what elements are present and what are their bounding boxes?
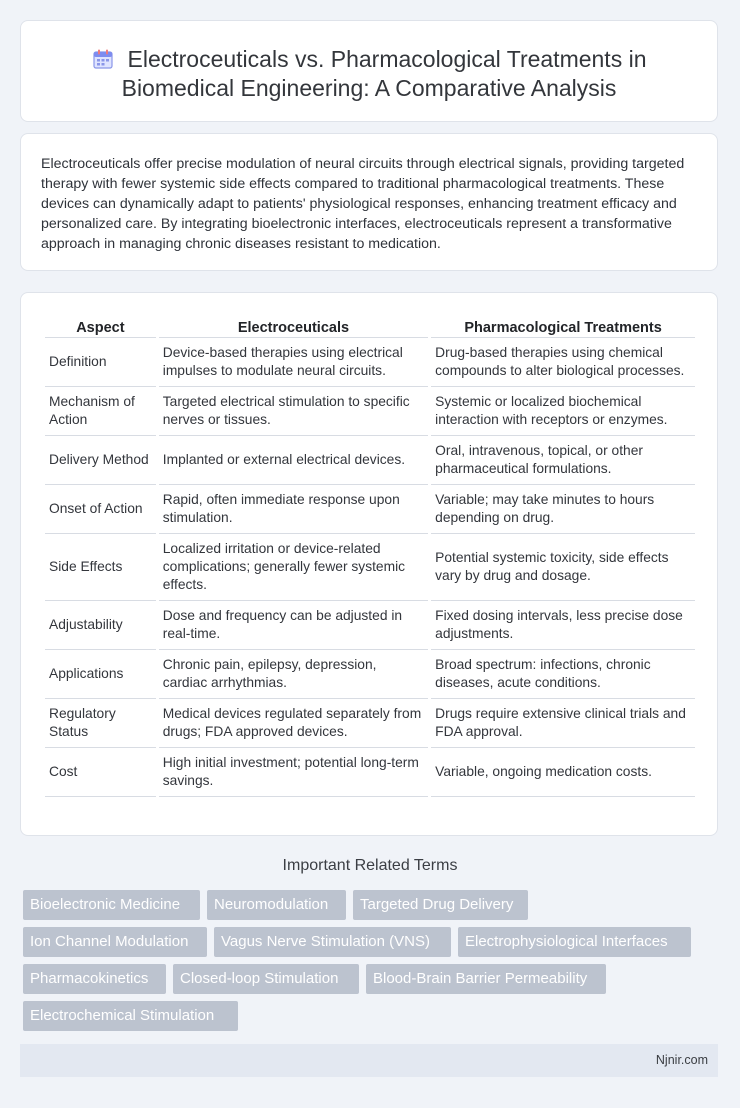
related-term-tag[interactable]: Electrophysiological Interfaces — [458, 927, 691, 957]
related-term-tag[interactable]: Neuromodulation — [207, 890, 346, 920]
footer — [20, 1044, 718, 1077]
row-pharmacological: Oral, intravenous, topical, or other pharmaceutical formulations. — [431, 436, 695, 485]
row-pharmacological: Drug-based therapies using chemical compounds to alter biological processes. — [431, 338, 695, 387]
page-title — [21, 45, 717, 103]
row-pharmacological: Variable; may take minutes to hours depending on drug. — [431, 485, 695, 534]
footer-site-name: Njnir.com — [655, 1053, 708, 1067]
table-row — [45, 436, 695, 485]
row-pharmacological: Fixed dosing intervals, less precise dose adjustments. — [431, 601, 695, 650]
comparison-table — [42, 315, 698, 797]
table-row — [45, 748, 695, 797]
table-header-row — [45, 315, 695, 338]
intro-card — [20, 133, 718, 271]
calendar-icon — [92, 48, 114, 70]
related-term-tag[interactable]: Bioelectronic Medicine — [23, 890, 200, 920]
title-line-2: Biomedical Engineering: A Comparative Analysis — [121, 75, 617, 101]
table-row — [45, 338, 695, 387]
table-row — [45, 650, 695, 699]
row-pharmacological: Broad spectrum: infections, chronic diseases, acute conditions. — [431, 650, 695, 699]
row-electroceuticals: High initial investment; potential long-term savings. — [159, 748, 428, 797]
row-aspect: Definition — [45, 338, 156, 387]
table-row — [45, 485, 695, 534]
intro-paragraph: Electroceuticals offer precise modulation of neural circuits through electrical signals, providing targeted therapy with fewer systemic side effects compared to traditional pharmacological treatments. These devices can dynamically adapt to patients' physiological responses, enhancing treatment efficacy and personalized care. By integrating bioelectronic interfaces, electroceuticals represent a transformative approach in managing chronic diseases resistant to medication. — [41, 156, 685, 252]
row-aspect: Applications — [45, 650, 156, 699]
row-aspect: Cost — [45, 748, 156, 797]
title-card — [20, 20, 718, 122]
row-electroceuticals: Implanted or external electrical devices. — [159, 436, 428, 485]
row-electroceuticals: Chronic pain, epilepsy, depression, cardiac arrhythmias. — [159, 650, 428, 699]
table-row — [45, 699, 695, 748]
comparison-table-card — [20, 292, 718, 836]
row-aspect: Side Effects — [45, 534, 156, 601]
row-pharmacological: Drugs require extensive clinical trials and FDA approval. — [431, 699, 695, 748]
row-pharmacological: Variable, ongoing medication costs. — [431, 748, 695, 797]
row-aspect: Onset of Action — [45, 485, 156, 534]
row-aspect: Mechanism of Action — [45, 387, 156, 436]
row-electroceuticals: Targeted electrical stimulation to specific nerves or tissues. — [159, 387, 428, 436]
row-electroceuticals: Localized irritation or device-related complications; generally fewer systemic effects. — [159, 534, 428, 601]
row-pharmacological: Potential systemic toxicity, side effects vary by drug and dosage. — [431, 534, 695, 601]
related-term-tag[interactable]: Targeted Drug Delivery — [353, 890, 528, 920]
row-aspect: Delivery Method — [45, 436, 156, 485]
table-row — [45, 601, 695, 650]
related-term-tag[interactable]: Blood-Brain Barrier Permeability — [366, 964, 606, 994]
title-line-1: Electroceuticals vs. Pharmacological Treatments in — [127, 46, 647, 72]
header-pharmacological: Pharmacological Treatments — [431, 315, 695, 338]
related-terms-title: Important Related Terms — [282, 857, 458, 874]
header-electroceuticals: Electroceuticals — [159, 315, 428, 338]
related-term-tag[interactable]: Vagus Nerve Stimulation (VNS) — [214, 927, 451, 957]
related-term-tag[interactable]: Electrochemical Stimulation — [23, 1001, 238, 1031]
row-electroceuticals: Medical devices regulated separately from drugs; FDA approved devices. — [159, 699, 428, 748]
header-aspect: Aspect — [45, 315, 156, 338]
related-term-tag[interactable]: Closed-loop Stimulation — [173, 964, 359, 994]
table-row — [45, 387, 695, 436]
related-term-tag[interactable]: Pharmacokinetics — [23, 964, 166, 994]
row-pharmacological: Systemic or localized biochemical interaction with receptors or enzymes. — [431, 387, 695, 436]
row-electroceuticals: Dose and frequency can be adjusted in real-time. — [159, 601, 428, 650]
related-term-tag[interactable]: Ion Channel Modulation — [23, 927, 207, 957]
row-electroceuticals: Rapid, often immediate response upon stimulation. — [159, 485, 428, 534]
row-aspect: Regulatory Status — [45, 699, 156, 748]
table-row — [45, 534, 695, 601]
row-aspect: Adjustability — [45, 601, 156, 650]
row-electroceuticals: Device-based therapies using electrical impulses to modulate neural circuits. — [159, 338, 428, 387]
